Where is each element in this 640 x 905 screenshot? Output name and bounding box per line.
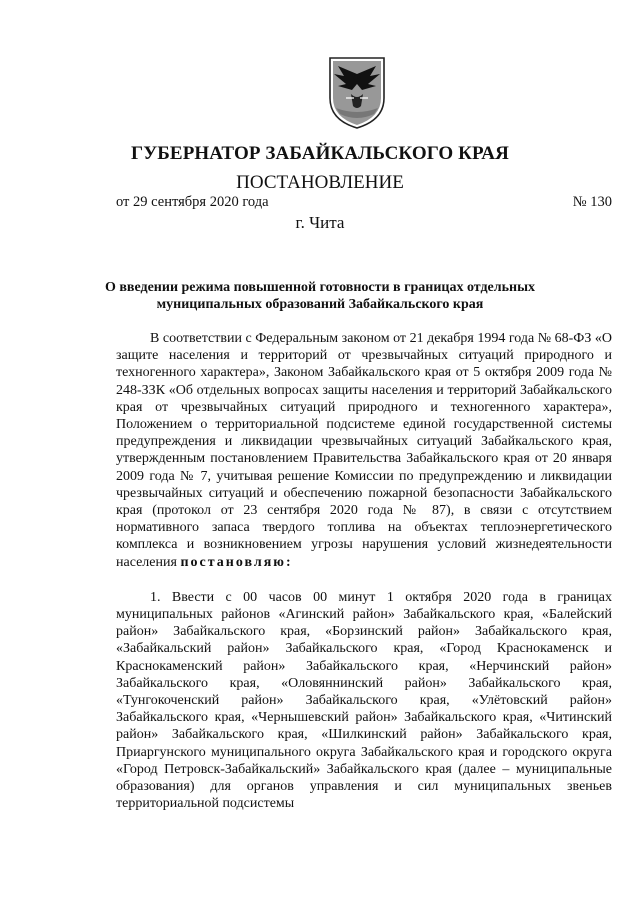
preamble-text: В соответствии с Федеральным законом от 21 декабря 1994 года № 68-ФЗ «О защите населения и территорий от чрезвычайных ситуаций природного и техногенного характера», Законом Забайкальского края от 5 октября 2009 года № 248-ЗЗК «Об отдельных вопросах защиты населения и территорий Забайкальского края от чрезвычайных ситуаций природного и техногенного характера», Положением о территориальной подсистеме единой государственной системы предупреждения и ликвидации чрезвычайных ситуаций Забайкальского края, утвержденным постановлением Правительства Забайкальского края от 20 января 2009 года № 7, учитывая решение Комиссии по предупреждению и ликвидации чрезвычайных ситуаций и обеспечению пожарной безопасности Забайкальского края (протокол от 23 сентября 2020 года № 87), в связи с отсутствием нормативного запаса твердого топлива на объектах теплоэнергетического комплекса и возникновением угрозы нарушения условий жизнедеятельности населения <box>116 331 612 570</box>
document-date: от 29 сентября 2020 года <box>116 194 269 210</box>
clause-1-paragraph: 1. Ввести с 00 часов 00 минут 1 октября 2020 года в границах муниципальных районов «Агинский район» Забайкальского края, «Балейский район» Забайкальского края, «Борзинский район» Забайкальского края, «Забайкальский район» Забайкальского края, «Город Краснокаменск и Краснокаменский район» Забайкальского края, «Нерчинский район» Забайкальского края, «Оловяннинский район» Забайкальского края, «Тунгокоченский район» Забайкальского края, «Улётовский район» Забайкальского края, «Чернышевский район» Забайкальского края, «Читинский район» Забайкальского края, «Шилкинский район» Забайкальского края, Приаргунского муниципального округа Забайкальского края и городского округа «Город Петровск-Забайкальский» Забайкальского края (далее – муниципальные образования) для органов управления и сил муниципальных звеньев территориальной подсистемы <box>116 589 612 812</box>
document-city: г. Чита <box>295 213 345 232</box>
coat-of-arms-icon <box>324 54 390 130</box>
document-type: ПОСТАНОВЛЕНИЕ <box>236 172 404 193</box>
document-subject: О введении режима повышенной готовности в границах отдельных муниципальных образований Забайкальского края <box>104 280 536 312</box>
preamble-paragraph <box>116 330 612 571</box>
document-number: № 130 <box>572 194 612 210</box>
authority-title: ГУБЕРНАТОР ЗАБАЙКАЛЬСКОГО КРАЯ <box>131 143 509 164</box>
document-body <box>116 330 612 812</box>
decree-word: постановляю: <box>180 554 293 570</box>
